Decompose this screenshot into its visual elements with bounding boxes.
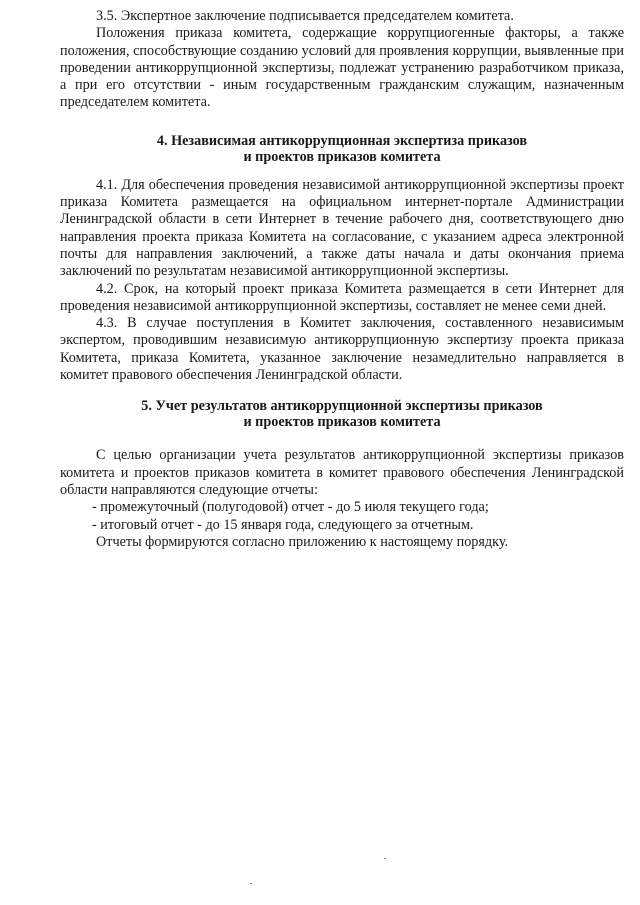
paragraph-4-2: 4.2. Срок, на который проект приказа Комитета размещается в сети Интернет для проведения независимой антикоррупционной экспертизы, составляет не менее семи дней.: [60, 280, 624, 314]
paragraph-5-intro: С целью организации учета результатов антикоррупционной экспертизы приказов комитета и проектов приказов комитета в комитет правового обеспечения Ленинградской области направляются следующие отчеты:: [60, 447, 624, 498]
section-4-heading: [60, 133, 624, 165]
paragraph-4-1: 4.1. Для обеспечения проведения независимой антикоррупционной экспертизы проект приказа Комитета размещается на официальном интернет-портале Администрации Ленинградской области в сети Интернет в течение рабочего дня, соответствующего дню направления проекта приказа Комитета на согласование, с указанием адреса электронной почты для направления заключений, а также даты начала и даты окончания приема заключений по результатам независимой антикоррупционной экспертизы.: [60, 176, 624, 280]
scan-speck: [250, 883, 252, 884]
section-5-heading-line1: 5. Учет результатов антикоррупционной экспертизы приказов: [141, 398, 543, 415]
scan-speck: [384, 858, 386, 859]
list-item-interim-report: - промежуточный (полугодовой) отчет - до 5 июля текущего года;: [92, 499, 489, 516]
paragraph-5-reports: Отчеты формируются согласно приложению к настоящему порядку.: [96, 533, 509, 550]
section-5-heading: [60, 398, 624, 430]
paragraph-4-3: 4.3. В случае поступления в Комитет заключения, составленного независимым экспертом, проводившим независимую антикоррупционную экспертизу проекта приказа Комитета, приказа Комитета, указанное заключение незамедлительно направляется в комитет правового обеспечения Ленинградской области.: [60, 315, 624, 384]
section-4-heading-line1: 4. Независимая антикоррупционная экспертиза приказов: [156, 132, 528, 149]
section-5-heading-line2: и проектов приказов комитета: [243, 414, 441, 431]
paragraph-3-5: 3.5. Экспертное заключение подписывается председателем комитета.: [96, 8, 514, 24]
list-item-final-report: - итоговый отчет - до 15 января года, следующего за отчетным.: [92, 516, 474, 533]
section-4-heading-line2: и проектов приказов комитета: [243, 148, 441, 165]
paragraph-corruption-factors: Положения приказа комитета, содержащие коррупциогенные факторы, а также положения, способствующие созданию условий для проявления коррупции, выявленные при проведении антикоррупционной экспертизы, подлежат устранению разработчиком приказа, а при его отсутствии - иным государственным гражданским служащим, назначенным председателем комитета.: [60, 25, 624, 111]
